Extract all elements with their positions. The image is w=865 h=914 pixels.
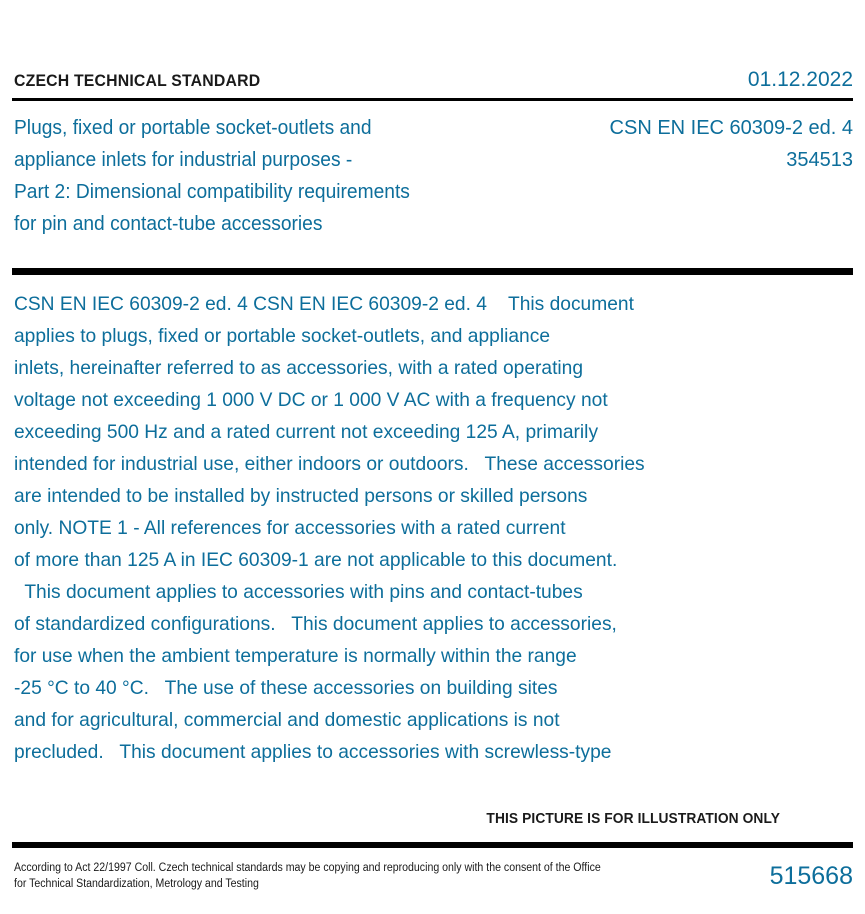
abstract-line: applies to plugs, fixed or portable socket-outlets, and appliance [14,325,551,347]
copyright-notice [14,860,652,892]
classification-number: 354513 [786,149,853,171]
footer-divider-rule [12,842,853,848]
abstract-line: CSN EN IEC 60309-2 ed. 4 CSN EN IEC 60309-2 ed. 4 This document [14,293,634,315]
page-footer [14,860,853,892]
standard-type-label: CZECH TECHNICAL STANDARD [14,71,261,90]
title-line: Part 2: Dimensional compatibility requirements [14,181,410,203]
abstract-line: only. NOTE 1 - All references for accessories with a rated current [14,517,566,539]
copyright-line: for Technical Standardization, Metrology and Testing [14,878,259,890]
abstract-line: of more than 125 A in IEC 60309-1 are not applicable to this document. [14,549,618,571]
abstract-line: are intended to be installed by instructed persons or skilled persons [14,485,588,507]
title-divider-rule [12,268,853,275]
title-line: for pin and contact-tube accessories [14,213,323,235]
copyright-line: According to Act 22/1997 Coll. Czech technical standards may be copying and reproducing only with the consent of the Office [14,862,601,874]
abstract-line: exceeding 500 Hz and a rated current not exceeding 125 A, primarily [14,421,599,443]
abstract-line: intended for industrial use, either indoors or outdoors. These accessories [14,453,645,475]
standard-designation [433,112,853,176]
document-number: 515668 [769,862,853,890]
abstract-text [14,288,804,768]
header-divider-rule [12,98,853,101]
abstract-line: inlets, hereinafter referred to as accessories, with a rated operating [14,357,584,379]
page-header [14,68,853,94]
title-line: Plugs, fixed or portable socket-outlets and [14,117,372,139]
abstract-line: This document applies to accessories with pins and contact-tubes [14,581,583,603]
publication-date: 01.12.2022 [747,68,853,91]
illustration-notice: THIS PICTURE IS FOR ILLUSTRATION ONLY [486,811,780,827]
abstract-line: for use when the ambient temperature is normally within the range [14,645,577,667]
standard-code: CSN EN IEC 60309-2 ed. 4 [609,117,853,139]
abstract-line: -25 °C to 40 °C. The use of these accessories on building sites [14,677,558,699]
abstract-line: voltage not exceeding 1 000 V DC or 1 000 V AC with a frequency not [14,389,608,411]
abstract-line: of standardized configurations. This document applies to accessories, [14,613,617,635]
title-line: appliance inlets for industrial purposes - [14,149,353,171]
abstract-line: precluded. This document applies to accessories with screwless-type [14,741,612,763]
abstract-line: and for agricultural, commercial and domestic applications is not [14,709,560,731]
